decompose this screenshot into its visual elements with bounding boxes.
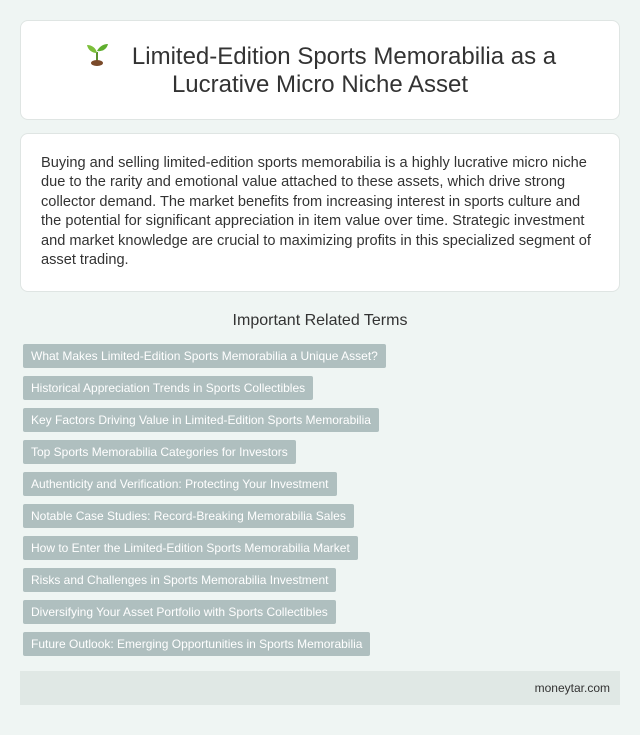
related-term-link[interactable]: Notable Case Studies: Record-Breaking Memorabilia Sales <box>23 504 354 528</box>
title-label: Limited-Edition Sports Memorabilia as a Lucrative Micro Niche Asset <box>131 43 557 98</box>
related-terms-heading: Important Related Terms <box>232 312 408 329</box>
summary-text: Buying and selling limited-edition sports memorabilia is a highly lucrative micro niche due to the rarity and emotional value attached to these assets, which drive strong collector demand. The market benefits from increasing interest in sports culture and the potential for significant appreciation in item value over time. Strategic investment and market knowledge are crucial to maximizing profits in this specialized segment of asset trading. <box>41 155 591 269</box>
related-term-link[interactable]: Historical Appreciation Trends in Sports Collectibles <box>23 376 313 400</box>
related-term-link[interactable]: How to Enter the Limited-Edition Sports Memorabilia Market <box>23 536 358 560</box>
related-term-link[interactable]: Risks and Challenges in Sports Memorabilia Investment <box>23 568 336 592</box>
related-term-link[interactable]: What Makes Limited-Edition Sports Memorabilia a Unique Asset? <box>23 344 386 368</box>
summary-card <box>20 133 620 292</box>
related-terms-list <box>23 344 623 664</box>
related-term-link[interactable]: Authenticity and Verification: Protecting Your Investment <box>23 472 337 496</box>
footer-site-link[interactable]: moneytar.com <box>534 681 610 695</box>
footer <box>20 671 620 705</box>
related-term-link[interactable]: Diversifying Your Asset Portfolio with Sports Collectibles <box>23 600 336 624</box>
title-card <box>20 20 620 120</box>
related-term-link[interactable]: Top Sports Memorabilia Categories for Investors <box>23 440 296 464</box>
related-term-link[interactable]: Future Outlook: Emerging Opportunities in Sports Memorabilia <box>23 632 370 656</box>
related-term-link[interactable]: Key Factors Driving Value in Limited-Edition Sports Memorabilia <box>23 408 379 432</box>
sprout-icon <box>84 41 110 67</box>
page-title <box>61 41 579 99</box>
